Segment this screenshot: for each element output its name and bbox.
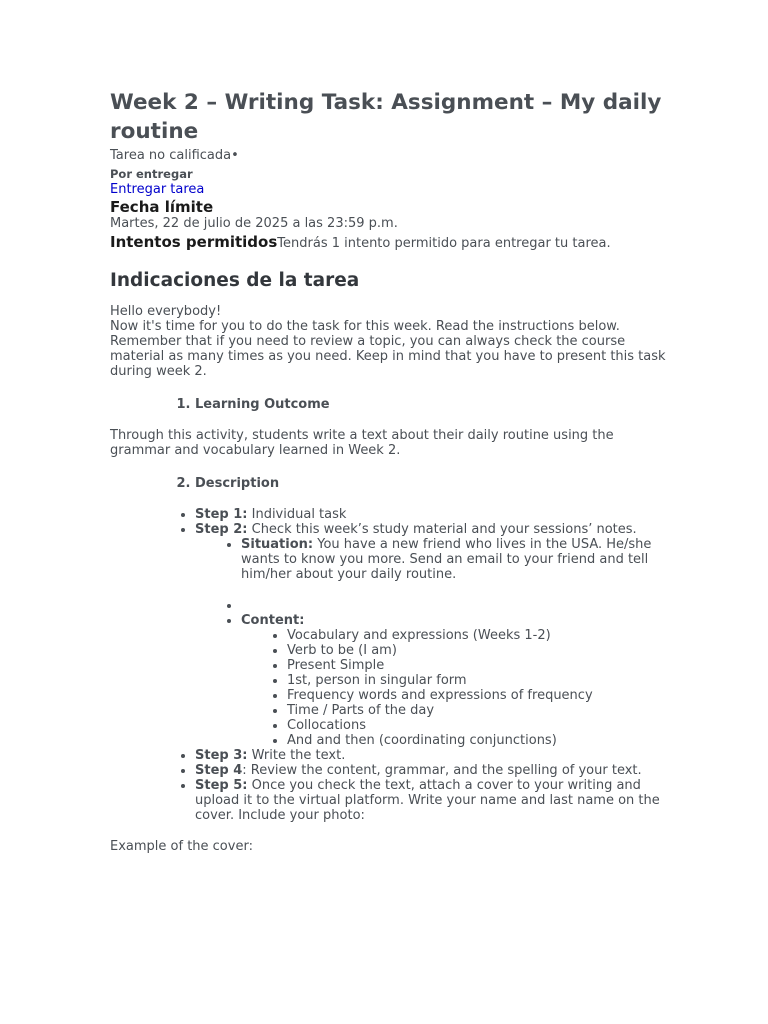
intro-paragraph — [110, 304, 670, 379]
list-item — [195, 763, 670, 778]
spacer — [241, 582, 670, 598]
steps-list — [110, 507, 670, 823]
step-text: : Review the content, grammar, and the spelling of your text. — [242, 763, 642, 778]
content-item — [241, 613, 670, 748]
list-item: • 1st, person in singular form — [287, 673, 670, 688]
list-item: • Collocations — [287, 718, 670, 733]
deadline-heading: Fecha límite — [110, 198, 214, 216]
step-text: Check this week’s study material and your sessions’ notes. — [247, 522, 637, 537]
grading-status: Tarea no calificada• — [110, 148, 239, 163]
step-label: Step 1: — [195, 507, 248, 522]
learning-outcome-list — [110, 397, 670, 412]
list-item — [195, 778, 670, 823]
greeting-text: Hello everybody! — [110, 304, 222, 319]
list-item — [195, 748, 670, 763]
learning-outcome-title: 1. Learning Outcome — [195, 397, 670, 412]
instructions-heading: Indicaciones de la tarea — [110, 270, 360, 291]
attempts-row — [110, 233, 670, 253]
attempts-value: Tendrás 1 intento permitido para entregar tu tarea. — [277, 236, 611, 251]
step2-sublist — [195, 537, 670, 748]
step-text: Once you check the text, attach a cover to your writing and upload it to the virtual platform. Write your name and last name on the cover. Include your photo: — [195, 778, 660, 823]
empty-list-item — [241, 598, 670, 613]
attempts-heading: Intentos permitidos — [110, 233, 278, 251]
page-title: Week 2 – Writing Task: Assignment – My daily routine — [110, 90, 662, 144]
list-item: • Verb to be (I am) — [287, 643, 670, 658]
list-item: • Vocabulary and expressions (Weeks 1-2) — [287, 628, 670, 643]
description-list — [110, 476, 670, 491]
step-text: Write the text. — [247, 748, 346, 763]
deadline-value: Martes, 22 de julio de 2025 a las 23:59 p.m. — [110, 216, 398, 231]
submission-status: Por entregar — [110, 167, 193, 181]
situation-item — [241, 537, 670, 582]
situation-text: You have a new friend who lives in the USA. He/she wants to know you more. Send an email to your friend and tell him/her about your daily routine. — [241, 537, 652, 582]
assignment-content — [110, 88, 670, 854]
outcome-text: Through this activity, students write a text about their daily routine using the grammar and vocabulary learned in Week 2. — [110, 428, 614, 458]
example-cover-text: Example of the cover: — [110, 839, 253, 854]
step-label: Step 5: — [195, 778, 248, 793]
content-sublist — [241, 628, 670, 748]
step-label: Step 2: — [195, 522, 248, 537]
list-item: • Time / Parts of the day — [287, 703, 670, 718]
list-item — [195, 507, 670, 522]
submit-assignment-link[interactable]: Entregar tarea — [110, 182, 205, 197]
step-text: Individual task — [247, 507, 347, 522]
list-item — [195, 522, 670, 748]
intro-text: Now it's time for you to do the task for this week. Read the instructions below. Remember that if you need to review a topic, you can always check the course material as many times as you need. Keep in mind that you have to present this task during week 2. — [110, 319, 666, 379]
list-item: • And and then (coordinating conjunctions) — [287, 733, 670, 748]
situation-label: Situation: — [241, 537, 314, 552]
content-label: Content: — [241, 613, 305, 628]
step-label: Step 3: — [195, 748, 248, 763]
step-label: Step 4 — [195, 763, 243, 778]
list-item: • Frequency words and expressions of frequency — [287, 688, 670, 703]
list-item: • Present Simple — [287, 658, 670, 673]
description-title: 2. Description — [195, 476, 670, 491]
